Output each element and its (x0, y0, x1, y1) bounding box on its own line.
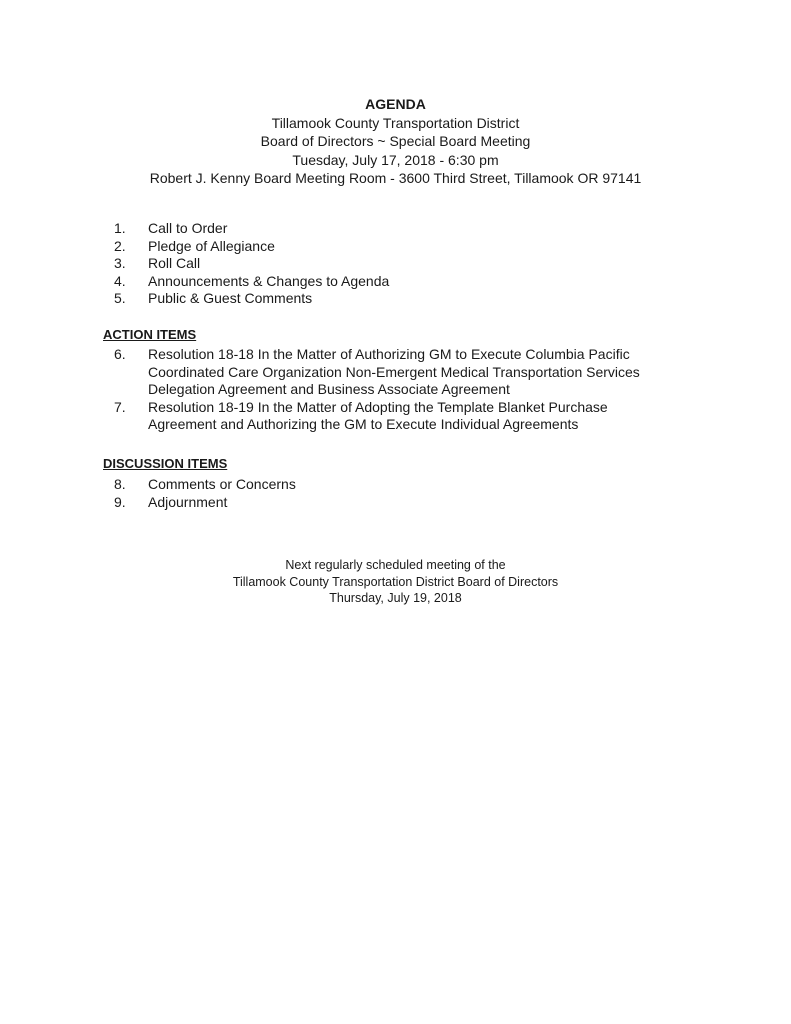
item-text-line: Agreement and Authorizing the GM to Execute Individual Agreements (148, 416, 579, 432)
item-number: 5. (114, 290, 126, 306)
item-text: Public & Guest Comments (148, 290, 313, 306)
meeting-datetime: Tuesday, July 17, 2018 - 6:30 pm (292, 151, 499, 168)
action-items-list (114, 346, 640, 434)
agenda-item (114, 476, 296, 494)
agenda-item (114, 273, 389, 291)
footer-date: Thursday, July 19, 2018 (329, 591, 462, 605)
agenda-item (114, 290, 389, 308)
item-number: 6. (114, 346, 126, 362)
agenda-item (114, 494, 296, 512)
item-number: 9. (114, 493, 126, 510)
agenda-item (114, 399, 640, 434)
item-number: 4. (114, 272, 126, 289)
item-text-line: Coordinated Care Organization Non-Emergent Medical Transportation Services (148, 363, 640, 380)
item-number: 7. (114, 398, 126, 415)
meeting-type: Board of Directors ~ Special Board Meeting (260, 133, 531, 149)
organization-name: Tillamook County Transportation District (271, 114, 520, 131)
item-number: 2. (114, 237, 126, 254)
item-number: 3. (114, 255, 126, 271)
item-text: Adjournment (148, 493, 228, 510)
item-text: Roll Call (148, 255, 201, 271)
discussion-items-list (114, 476, 296, 511)
agenda-item (114, 346, 640, 399)
item-number: 1. (114, 220, 126, 236)
next-meeting-note (0, 557, 791, 607)
item-text: Pledge of Allegiance (148, 237, 275, 254)
agenda-item (114, 220, 389, 238)
agenda-item (114, 238, 389, 256)
agenda-header (0, 95, 791, 188)
agenda-item (114, 255, 389, 273)
item-number: 8. (114, 476, 126, 492)
item-text-line: Resolution 18-18 In the Matter of Authorizing GM to Execute Columbia Pacific (148, 346, 630, 362)
item-text-line: Resolution 18-19 In the Matter of Adopting the Template Blanket Purchase (148, 398, 608, 415)
discussion-items-heading: DISCUSSION ITEMS (103, 456, 228, 471)
meeting-location: Robert J. Kenny Board Meeting Room - 3600 Third Street, Tillamook OR 97141 (149, 170, 642, 186)
item-text-line: Delegation Agreement and Business Associate Agreement (148, 381, 510, 397)
item-text: Comments or Concerns (148, 476, 296, 492)
footer-line: Tillamook County Transportation District Board of Directors (232, 574, 559, 589)
item-text: Announcements & Changes to Agenda (148, 272, 390, 289)
general-items-list (114, 220, 389, 308)
agenda-title: AGENDA (365, 96, 426, 112)
footer-line: Next regularly scheduled meeting of the (285, 558, 506, 572)
item-text: Call to Order (148, 220, 228, 236)
action-items-heading: ACTION ITEMS (103, 327, 197, 342)
